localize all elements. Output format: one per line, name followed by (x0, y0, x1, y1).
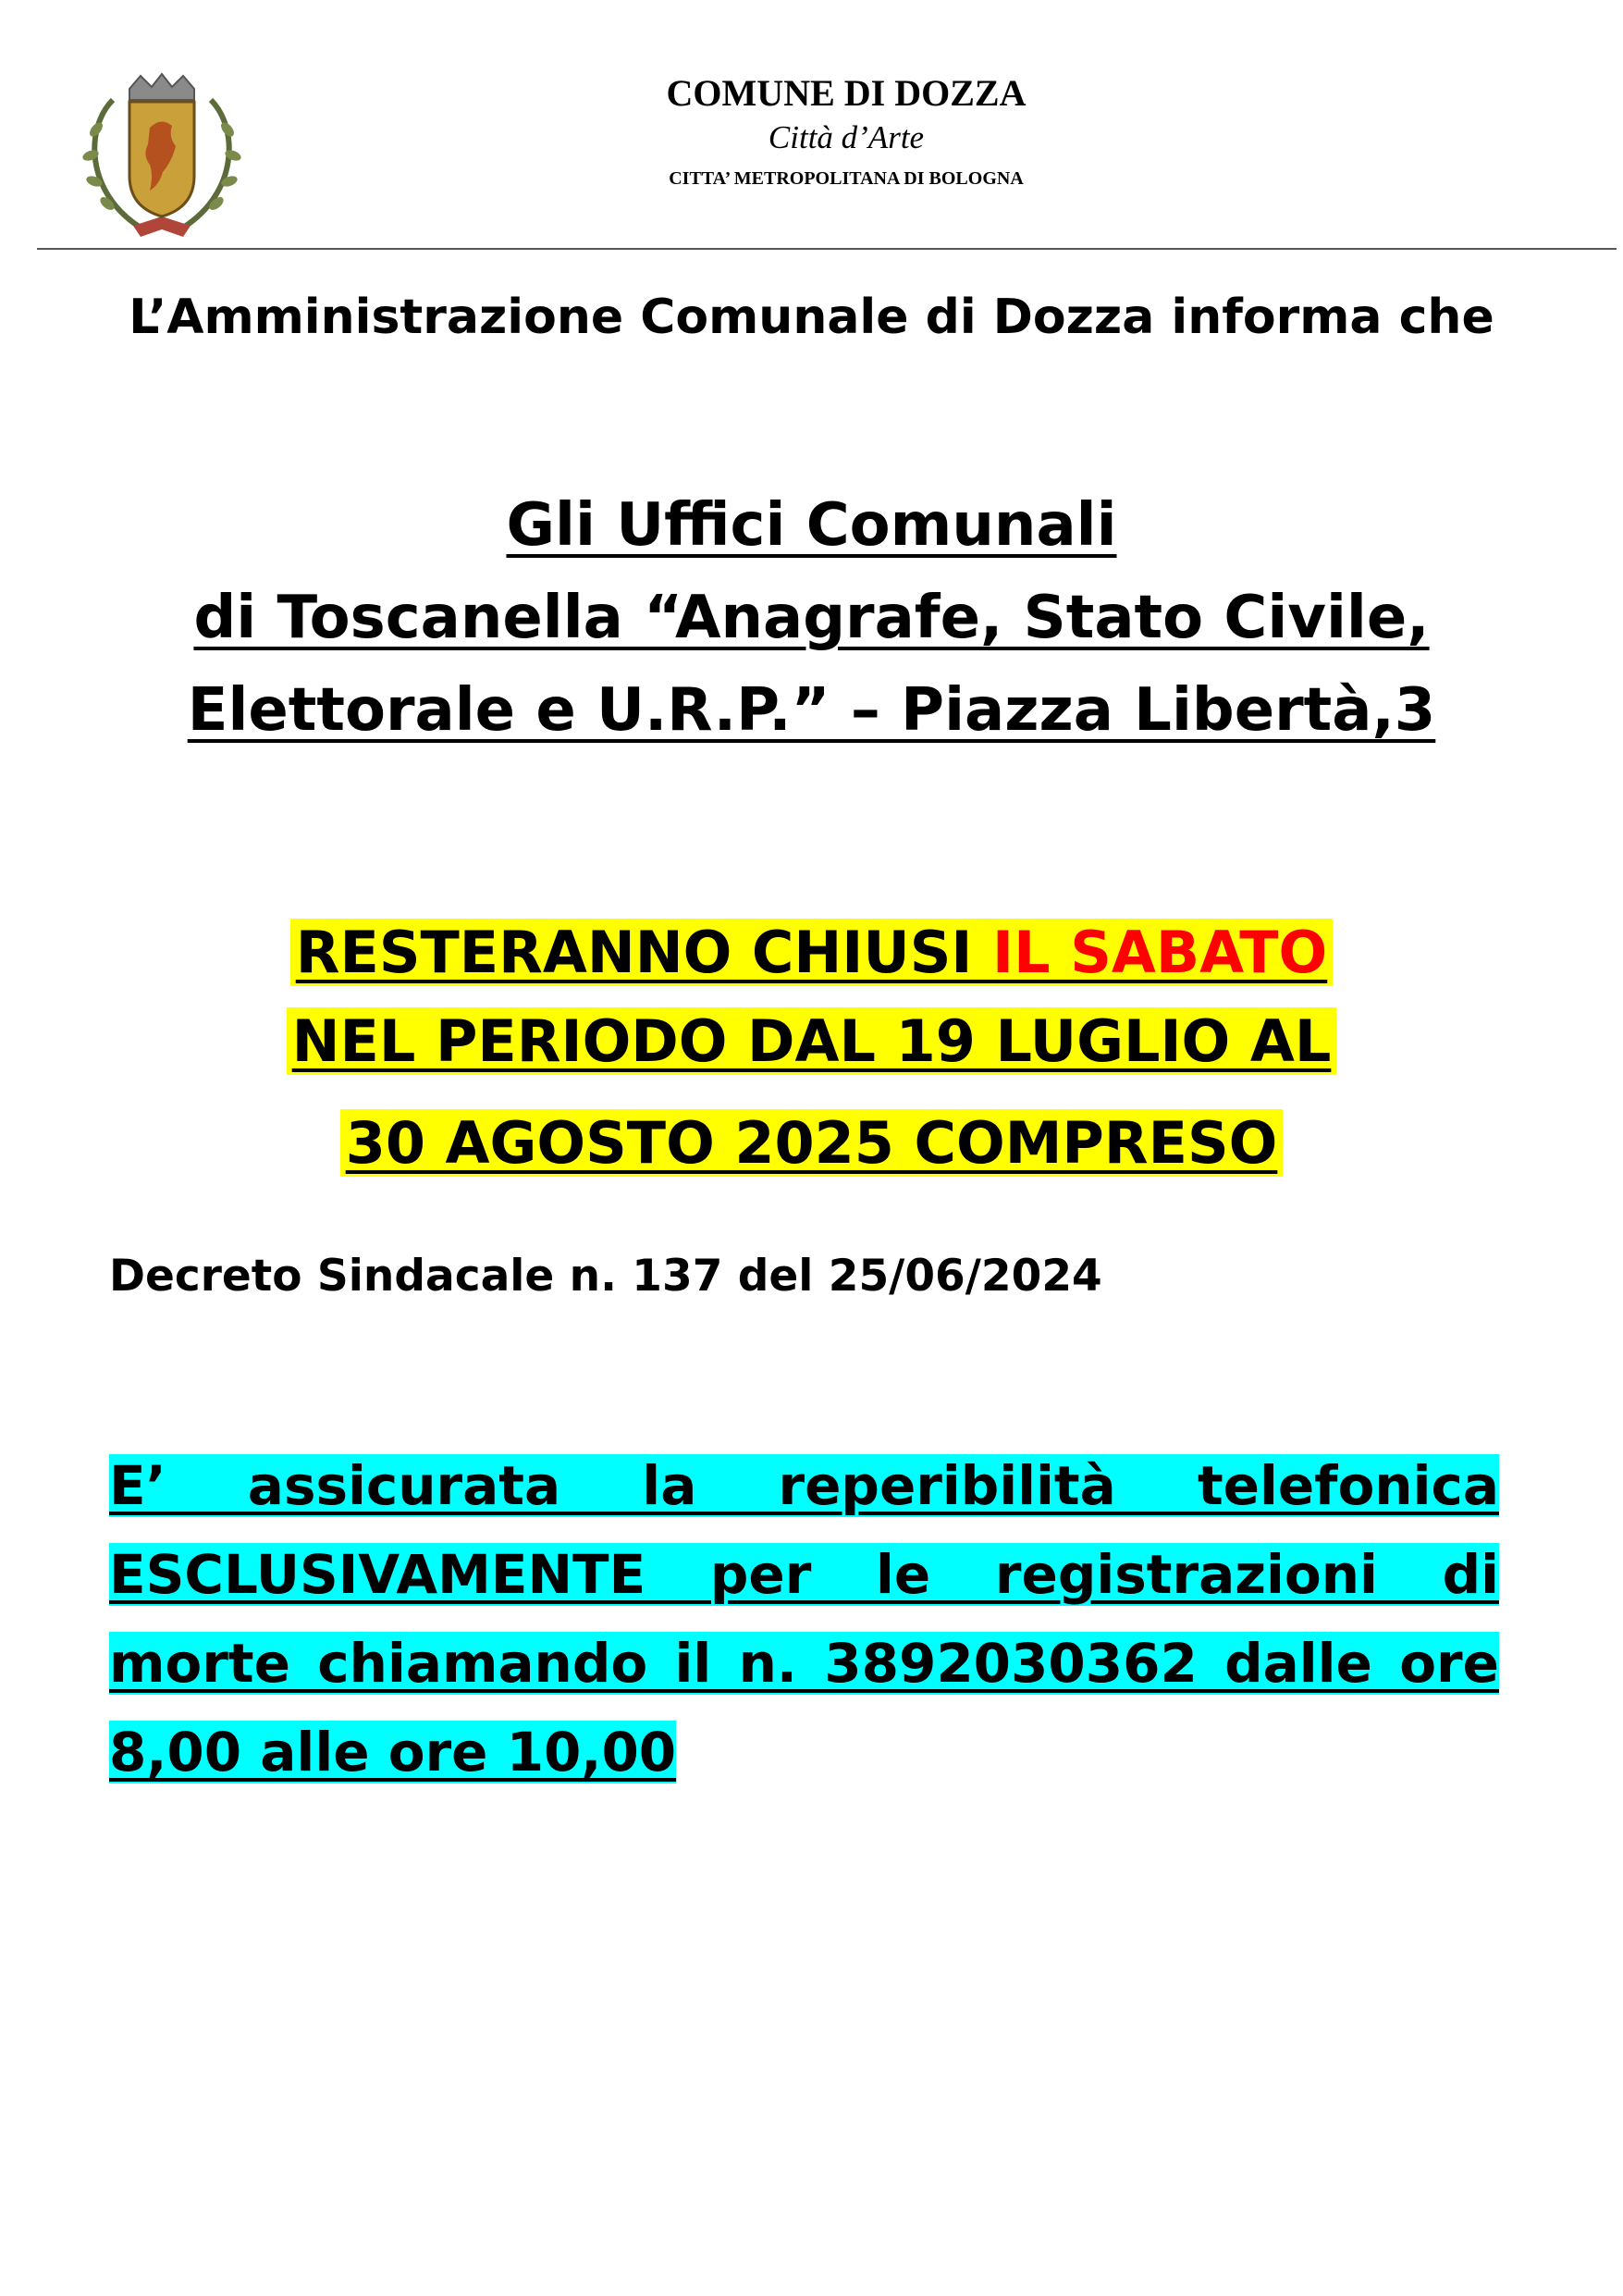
offices-line-3: Elettorale e U.R.P.” – Piazza Libertà,3 (187, 676, 1436, 745)
closure-saturday: IL SABATO (992, 919, 1328, 986)
header-divider (37, 248, 1617, 250)
closure-line-1-text: RESTERANNO CHIUSI (295, 919, 993, 986)
offices-heading (92, 479, 1531, 757)
intro-text: L’Amministrazione Comunale di Dozza informa che (129, 290, 1494, 345)
decree-reference: Decreto Sindacale n. 137 del 25/06/2024 (109, 1251, 1102, 1302)
coat-of-arms-icon (76, 72, 248, 243)
closure-line-1 (290, 919, 1334, 986)
offices-line-1: Gli Uffici Comunali (506, 491, 1117, 560)
letterhead (0, 0, 1623, 250)
municipality-name: COMUNE DI DOZZA (666, 72, 1027, 114)
municipality-tagline: Città d’Arte (768, 119, 925, 155)
municipality-region: CITTA’ METROPOLITANA DI BOLOGNA (669, 168, 1024, 189)
phone-availability-text: E’ assicurata la reperibilità telefonica ESCLUSIVAMENTE per le registrazioni di morte chiamando il n. 3892030362 dalle ore 8,00 alle ore 10,00 (109, 1454, 1499, 1784)
phone-availability-note (109, 1441, 1499, 1796)
closure-notice (92, 908, 1531, 1188)
closure-line-2: NEL PERIODO DAL 19 LUGLIO AL (287, 1007, 1337, 1075)
closure-line-3: 30 AGOSTO 2025 COMPRESO (340, 1109, 1284, 1177)
offices-line-2: di Toscanella “Anagrafe, Stato Civile, (193, 584, 1430, 652)
